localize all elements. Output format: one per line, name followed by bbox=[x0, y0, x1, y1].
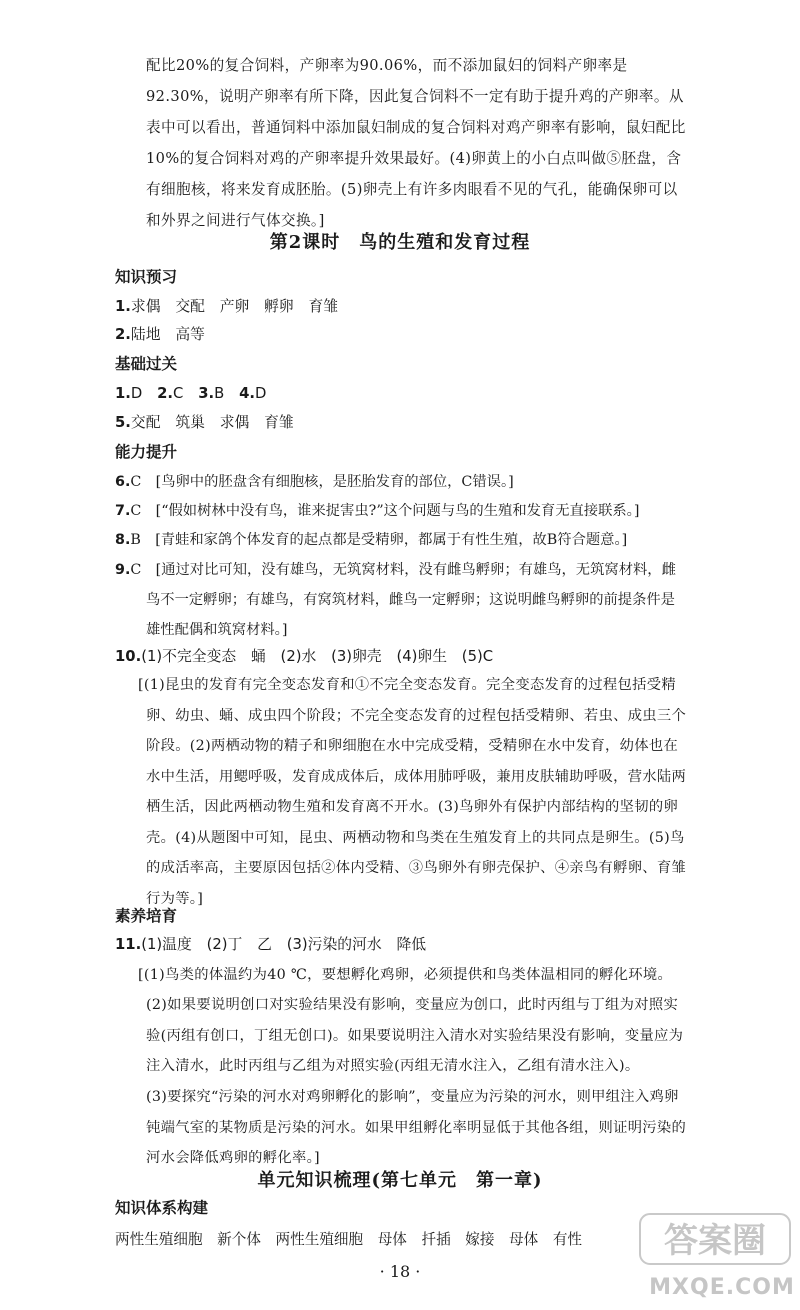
item-text: C [通过对比可知，没有雄鸟，无筑窝材料，没有雌鸟孵卵；有雄鸟，无筑窝材料，雌鸟不一定孵卵；有雄鸟，有窝筑材料，雌鸟一定孵卵；这说明雌鸟孵卵的前提条件是雄性配偶和筑窝材料。] bbox=[130, 562, 676, 638]
item-number: 1. bbox=[115, 385, 131, 402]
section-system: 知识体系构建 bbox=[115, 1199, 209, 1217]
q11-answer bbox=[115, 933, 426, 954]
page-number: · 18 · bbox=[379, 1262, 421, 1281]
preview-line-2 bbox=[115, 323, 205, 344]
item-number: 2. bbox=[157, 385, 174, 402]
ability-item-6 bbox=[115, 469, 688, 496]
item-text: (1)温度 (2)丁 乙 (3)污染的河水 降低 bbox=[141, 936, 427, 953]
item-number: 8. bbox=[115, 532, 131, 548]
system-line: 两性生殖细胞 新个体 两性生殖细胞 母体 扦插 嫁接 母体 有性 bbox=[115, 1231, 583, 1248]
q11-explain-2: (2)如果要说明创口对实验结果没有影响，变量应为创口，此时丙组与丁组为对照实验(丙组有创口，丁组无创口)。如果要说明注入清水对实验结果没有影响，变量应为注入清水，此时丙组与乙组为对照实验(丙组无清水注入，乙组有清水注入)。 bbox=[146, 997, 684, 1074]
item-text: D bbox=[254, 385, 267, 402]
item-text: D bbox=[130, 385, 158, 402]
ability-item-8 bbox=[115, 527, 688, 554]
item-number: 1. bbox=[115, 298, 131, 315]
item-text: C [“假如树林中没有鸟，谁来捉害虫?”这个问题与鸟的生殖和发育无直接联系。] bbox=[130, 503, 640, 519]
ability-item-9 bbox=[115, 555, 688, 645]
item-number: 2. bbox=[115, 326, 131, 343]
item-number: 5. bbox=[115, 414, 131, 431]
item-text: 陆地 高等 bbox=[130, 326, 205, 343]
section-literacy: 素养培育 bbox=[115, 907, 178, 925]
item-text: C bbox=[173, 385, 199, 402]
watermark-logo-icon bbox=[632, 1210, 797, 1306]
q11-explain-1: [(1)鸟类的体温约为40 ℃，要想孵化鸡卵，必须提供和鸟类体温相同的孵化环境。 bbox=[138, 967, 673, 983]
item-text: C [鸟卵中的胚盘含有细胞核，是胚胎发育的部位，C错误。] bbox=[130, 474, 514, 490]
q10-answer bbox=[115, 645, 493, 666]
ability-item-7 bbox=[115, 498, 688, 525]
watermark-top: 答案圈 bbox=[664, 1221, 766, 1261]
item-text: (1)不完全变态 蛹 (2)水 (3)卵壳 (4)卵生 (5)C bbox=[141, 648, 494, 665]
item-text: B [青蛙和家鸽个体发育的起点都是受精卵，都属于有性生殖，故B符合题意。] bbox=[130, 532, 628, 548]
preview-line-1 bbox=[115, 295, 338, 316]
unit-title: 单元知识梳理(第七单元 第一章) bbox=[257, 1170, 543, 1191]
basic-line-1 bbox=[115, 382, 266, 403]
watermark-bottom: MXQE.COM bbox=[649, 1275, 795, 1300]
item-text: 交配 筑巢 求偶 育雏 bbox=[130, 414, 294, 431]
item-number: 3. bbox=[198, 385, 215, 402]
section-basic: 基础过关 bbox=[115, 355, 178, 373]
section-preview: 知识预习 bbox=[115, 268, 178, 286]
section-ability: 能力提升 bbox=[115, 443, 178, 461]
item-number: 9. bbox=[115, 562, 131, 578]
item-number: 4. bbox=[239, 385, 255, 402]
item-number: 7. bbox=[115, 503, 131, 519]
item-number: 10. bbox=[115, 648, 142, 665]
item-text: 求偶 交配 产卵 孵卵 育雏 bbox=[130, 298, 339, 315]
q10-explanation: [(1)昆虫的发育有完全变态发育和①不完全变态发育。完全变态发育的过程包括受精卵、幼虫、蛹、成虫四个阶段；不完全变态发育的过程包括受精卵、若虫、成虫三个阶段。(2)两栖动物的精子和卵细胞在水中完成受精，受精卵在水中发育，幼体也在水中生活，用鳃呼吸，发育成成体后，成体用肺呼吸，兼用皮肤辅助呼吸，营水陆两栖生活，因此两栖动物生殖和发育离不开水。(3)鸟卵外有保护内部结构的坚韧的卵壳。(4)从题图中可知，昆虫、两栖动物和鸟类在生殖发育上的共同点是卵生。(5)鸟的成活率高，主要原因包括②体内受精、③鸟卵外有卵壳保护、④亲鸟有孵卵、育雏行为等。] bbox=[138, 677, 687, 907]
basic-line-2 bbox=[115, 411, 294, 432]
item-number: 6. bbox=[115, 474, 131, 490]
item-text: B bbox=[214, 385, 240, 402]
item-number: 11. bbox=[115, 936, 142, 953]
q11-explain-3: (3)要探究“污染的河水对鸡卵孵化的影响”，变量应为污染的河水，则甲组注入鸡卵钝端气室的某物质是污染的河水。如果甲组孵化率明显低于其他各组，则证明污染的河水会降低鸡卵的孵化率。] bbox=[146, 1089, 687, 1166]
intro-paragraph: 配比20%的复合饲料，产卵率为90.06%，而不添加鼠妇的饲料产卵率是92.30%，说明产卵率有所下降，因此复合饲料不一定有助于提升鸡的产卵率。从表中可以看出，普通饲料中添加鼠妇制成的复合饲料对鸡产卵率有影响，鼠妇配比10%的复合饲料对鸡的产卵率提升效果最好。(4)卵黄上的小白点叫做⑤胚盘，含有细胞核，将来发育成胚胎。(5)卵壳上有许多肉眼看不见的气孔，能确保卵可以和外界之间进行气体交换。] bbox=[146, 57, 686, 229]
lesson-title: 第2课时 鸟的生殖和发育过程 bbox=[269, 232, 531, 253]
